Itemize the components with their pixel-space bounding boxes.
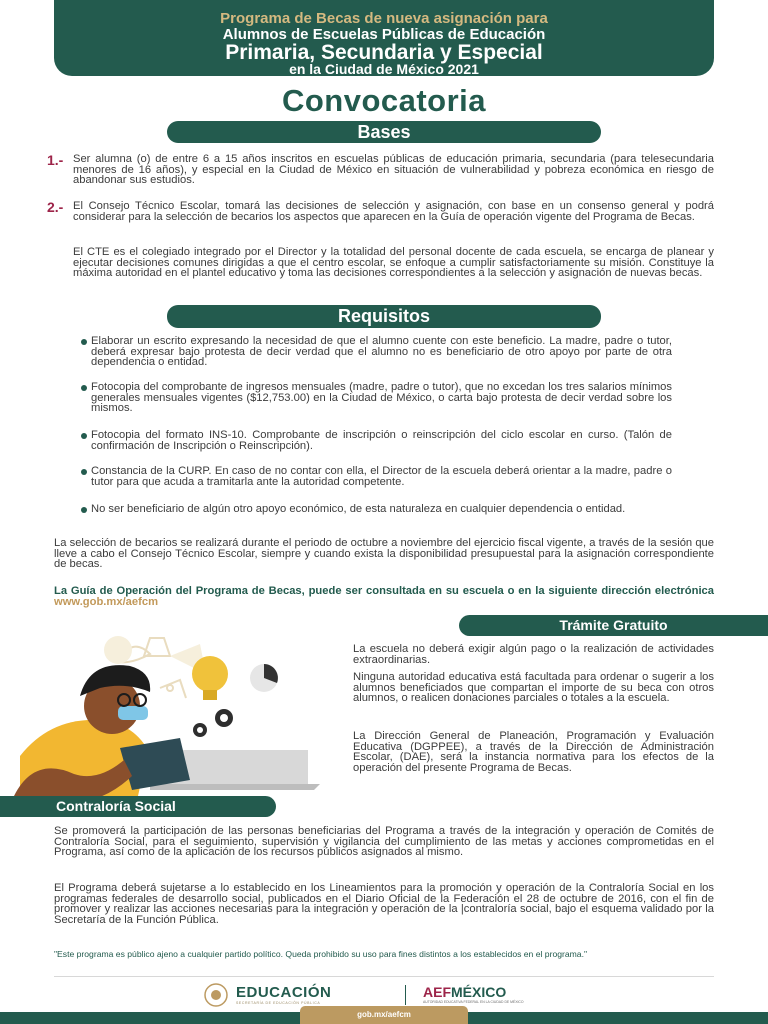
pie-chart-icon (250, 664, 278, 692)
aef-label: AEF (423, 984, 451, 1000)
requisitos-heading: Requisitos (167, 305, 601, 328)
bullet-dot (81, 385, 87, 391)
header-line-3: Primaria, Secundaria y Especial (225, 41, 543, 64)
page-title: Convocatoria (281, 83, 487, 118)
bases-heading: Bases (167, 121, 601, 143)
guide-text-label: La Guía de Operación del Programa de Becas, puede ser consultada en su escuela o en la siguiente dirección electrónica (54, 585, 714, 597)
header-banner (54, 0, 714, 76)
disclaimer-text: "Este programa es público ajeno a cualquier partido político. Queda prohibido su uso para fines distintos a los establecidos en el programa." (54, 949, 588, 959)
mexico-label: MÉXICO (451, 984, 507, 1000)
header-line-1: Programa de Becas de nueva asignación para (220, 10, 548, 27)
guide-url-link[interactable]: www.gob.mx/aefcm (54, 596, 159, 608)
tramite-paragraph-3: La Dirección General de Planeación, Programación y Evaluación Educativa (DGPPEE), a través de la Dirección de Administración Escolar, (DAE), será la instancia normativa para los efectos de la operación del presente Programa de Becas. (353, 730, 714, 774)
requisito-item-1: Elaborar un escrito expresando la necesidad de que el alumno cuente con este beneficio. La madre, padre o tutor, deberá expresar bajo protesta de decir verdad que el alumno no es beneficiario de otro apoyo por parte de otra dependencia o entidad. (91, 335, 672, 369)
header-line-2: Alumnos de Escuelas Públicas de Educación (222, 26, 546, 43)
gear-icon (193, 709, 233, 737)
requisito-item-5: No ser beneficiario de algún otro apoyo económico, de esta naturaleza en cualquier dependencia o entidad. (91, 503, 626, 515)
tramite-paragraph-2: Ninguna autoridad educativa está facultada para ordenar o sugerir a los alumnos beneficiados que compartan el importe de su beca con otros alumnos, o realicen donaciones parciales o totales a la escuela. (353, 671, 714, 705)
edu-label: EDUCACIÓN (236, 984, 332, 1001)
bullet-dot (81, 507, 87, 513)
tramite-heading: Trámite Gratuito (459, 615, 768, 636)
bases-item-1: Ser alumna (o) de entre 6 a 15 años inscritos en escuelas públicas de educación primaria, secundaria (para telesecundaria menores de 16 años), y especial en la Ciudad de México en situación de vulnerabilidad y pobreza económica en riesgo de abandonar sus estudios. (73, 153, 714, 187)
edu-sublabel: SECRETARÍA DE EDUCACIÓN PÚBLICA (236, 1001, 321, 1005)
requisitos-paragraph: La selección de becarios se realizará durante el periodo de octubre a noviembre del ejercicio fiscal vigente, a través de la sesión que lleve a cabo el Consejo Técnico Escolar, siempre y cuando exista la disponibilidad presupuestal para la asignación correspondiente de becas. (54, 537, 714, 571)
footer-url-link[interactable]: gob.mx/aefcm (300, 1006, 468, 1024)
lightbulb-icon (192, 656, 228, 700)
eagle-seal-icon (202, 983, 230, 1007)
bullet-dot (81, 339, 87, 345)
guide-text (54, 586, 714, 608)
bases-item-2: El Consejo Técnico Escolar, tomará las decisiones de selección y asignación, con base en un consenso general y podrá considerar para la selección de becarios los aspectos que aparecen en la Guía de operación vigente del Programa de Becas. (73, 200, 714, 223)
requisito-item-2: Fotocopia del comprobante de ingresos mensuales (madre, padre o tutor), que no excedan los tres salarios mínimos generales mensuales vigentes ($12,753.00) en la Ciudad de México, o carta bajo protesta de decir verdad sobre los mismos. (91, 381, 672, 415)
bullet-dot (81, 433, 87, 439)
tramite-paragraph-1: La escuela no deberá exigir algún pago o la realización de actividades extraordinarias. (353, 643, 714, 666)
student-figure (14, 665, 190, 796)
bases-number-2: 2.- (47, 199, 64, 215)
bullet-dot (81, 469, 87, 475)
requisito-item-4: Constancia de la CURP. En caso de no contar con ella, el Director de la escuela deberá orientar a la madre, padre o tutor para que acuda a tramitarla ante la autoridad competente. (91, 465, 672, 488)
footer-divider (405, 985, 406, 1005)
aef-logo (423, 984, 506, 1000)
student-illustration (0, 626, 350, 796)
footer-separator (54, 976, 714, 977)
contraloria-paragraph-2: El Programa deberá sujetarse a lo establecido en los Lineamientos para la promoción y operación de la Contraloría Social en los programas federales de desarrollo social, publicados en el Diario Oficial de la Federación el 28 de octubre de 2016, con el fin de promover y realizar las acciones necesarias para la integración y operación de la |contraloría social, bajo el esquema validado por la Secretaría de la Función Pública. (54, 882, 714, 926)
requisito-item-3: Fotocopia del formato INS-10. Comprobante de inscripción o reinscripción del ciclo escolar en curso. (Talón de confirmación de Inscripción o Reinscripción). (91, 429, 672, 452)
bases-paragraph: El CTE es el colegiado integrado por el Director y la totalidad del personal docente de cada escuela, se encarga de planear y ejecutar decisiones comunes dirigidas a que el centro escolar, se enfoque a cumplir satisfactoriamente su misión. Constituye la máxima autoridad en el plantel educativo y toma las decisiones correspondientes a la selección y asignación de nuevas becas. (73, 246, 714, 280)
sep-logo (202, 983, 382, 1007)
contraloria-heading: Contraloría Social (0, 796, 276, 817)
contraloria-paragraph-1: Se promoverá la participación de las personas beneficiarias del Programa a través de la integración y operación de Comités de Contraloría Social, para el seguimiento, supervisión y vigilancia del cumplimiento de las metas y acciones comprometidas en el Programa, así como de la aplicación de los recursos públicos asignados al mismo. (54, 825, 714, 859)
header-line-4: en la Ciudad de México 2021 (289, 61, 479, 77)
aef-sublabel: AUTORIDAD EDUCATIVA FEDERAL EN LA CIUDAD DE MÉXICO (423, 1000, 524, 1004)
bases-number-1: 1.- (47, 152, 64, 168)
